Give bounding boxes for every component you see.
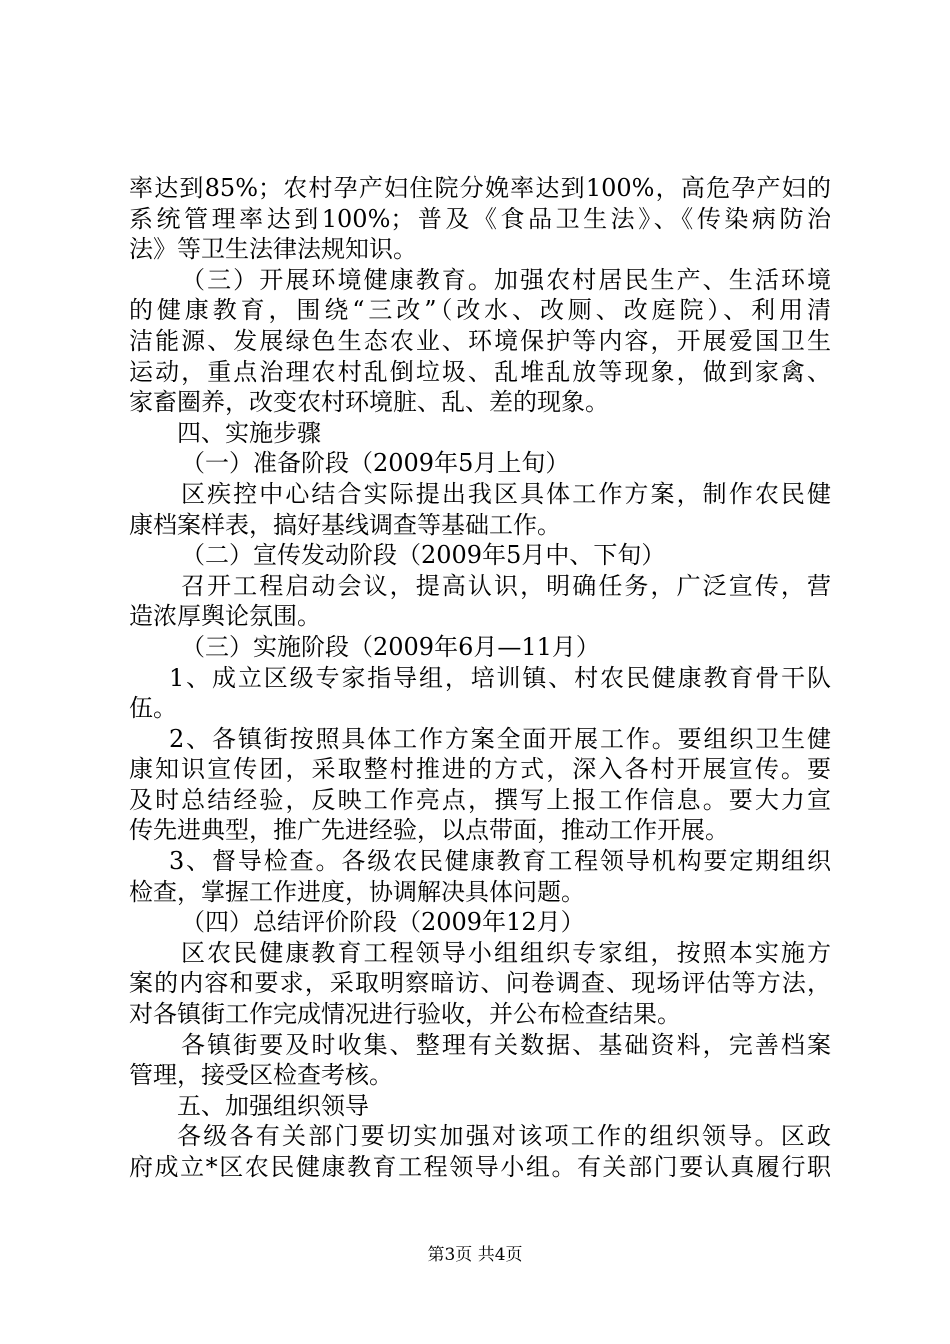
- section-heading: （三）开展环境健康教育。加强农村居民生产、生活环境: [181, 265, 831, 294]
- paragraph-line: 康档案样表，搞好基线调查等基础工作。: [129, 510, 561, 539]
- section-heading: 五、加强组织领导: [177, 1091, 369, 1120]
- paragraph-line: 召开工程启动会议，提高认识，明确任务，广泛宣传，营: [181, 571, 831, 600]
- paragraph-line: 管理，接受区检查考核。: [129, 1061, 393, 1090]
- paragraph-line: 各镇街要及时收集、整理有关数据、基础资料，完善档案: [181, 1030, 831, 1059]
- paragraph-line: 康知识宣传团，采取整村推进的方式，深入各村开展宣传。要: [129, 755, 831, 784]
- subsection-heading: （二）宣传发动阶段（2009年5月中、下旬）: [181, 541, 666, 570]
- paragraph-line: 运动，重点治理农村乱倒垃圾、乱堆乱放等现象，做到家禽、: [129, 357, 831, 386]
- paragraph-line: 洁能源、发展绿色生态农业、环境保护等内容，开展爱国卫生: [129, 326, 831, 355]
- paragraph-line: 府成立*区农民健康教育工程领导小组。有关部门要认真履行职: [129, 1153, 831, 1181]
- paragraph-line: 区疾控中心结合实际提出我区具体工作方案，制作农民健: [181, 479, 831, 508]
- section-heading: 四、实施步骤: [177, 418, 321, 447]
- paragraph-line: 率达到85%；农村孕产妇住院分娩率达到100%，高危孕产妇的: [129, 174, 831, 202]
- paragraph-line: 系统管理率达到100%；普及《食品卫生法》、《传染病防治: [129, 204, 831, 233]
- paragraph-line: 及时总结经验，反映工作亮点，撰写上报工作信息。要大力宣: [129, 785, 831, 814]
- list-item: 3、督导检查。各级农民健康教育工程领导机构要定期组织: [169, 847, 831, 876]
- paragraph-line: 的健康教育，围绕“三改”（改水、改厕、改庭院）、利用清: [129, 296, 831, 325]
- paragraph-line: 各级各有关部门要切实加强对该项工作的组织领导。区政: [177, 1122, 831, 1151]
- list-item: 2、各镇街按照具体工作方案全面开展工作。要组织卫生健: [169, 724, 831, 753]
- paragraph-line: 家畜圈养，改变农村环境脏、乱、差的现象。: [129, 388, 609, 417]
- paragraph-line: 检查，掌握工作进度，协调解决具体问题。: [129, 877, 585, 906]
- subsection-heading: （三）实施阶段（2009年6月—11月）: [181, 632, 600, 661]
- paragraph-line: 法》等卫生法律法规知识。: [129, 235, 417, 264]
- paragraph-line: 区农民健康教育工程领导小组组织专家组，按照本实施方: [181, 938, 831, 967]
- body-text: [129, 173, 831, 1183]
- subsection-heading: （四）总结评价阶段（2009年12月）: [181, 908, 585, 937]
- paragraph-line: 案的内容和要求，采取明察暗访、问卷调查、现场评估等方法，: [129, 969, 831, 998]
- list-item: 1、成立区级专家指导组，培训镇、村农民健康教育骨干队: [169, 663, 831, 692]
- paragraph-line: 传先进典型，推广先进经验，以点带面，推动工作开展。: [129, 816, 729, 845]
- paragraph-line: 伍。: [129, 694, 177, 723]
- paragraph-line: 造浓厚舆论氛围。: [129, 602, 321, 631]
- page-number-footer: 第3页 共4页: [427, 1245, 523, 1265]
- paragraph-line: 对各镇街工作完成情况进行验收，并公布检查结果。: [129, 1000, 681, 1029]
- subsection-heading: （一）准备阶段（2009年5月上旬）: [181, 449, 570, 478]
